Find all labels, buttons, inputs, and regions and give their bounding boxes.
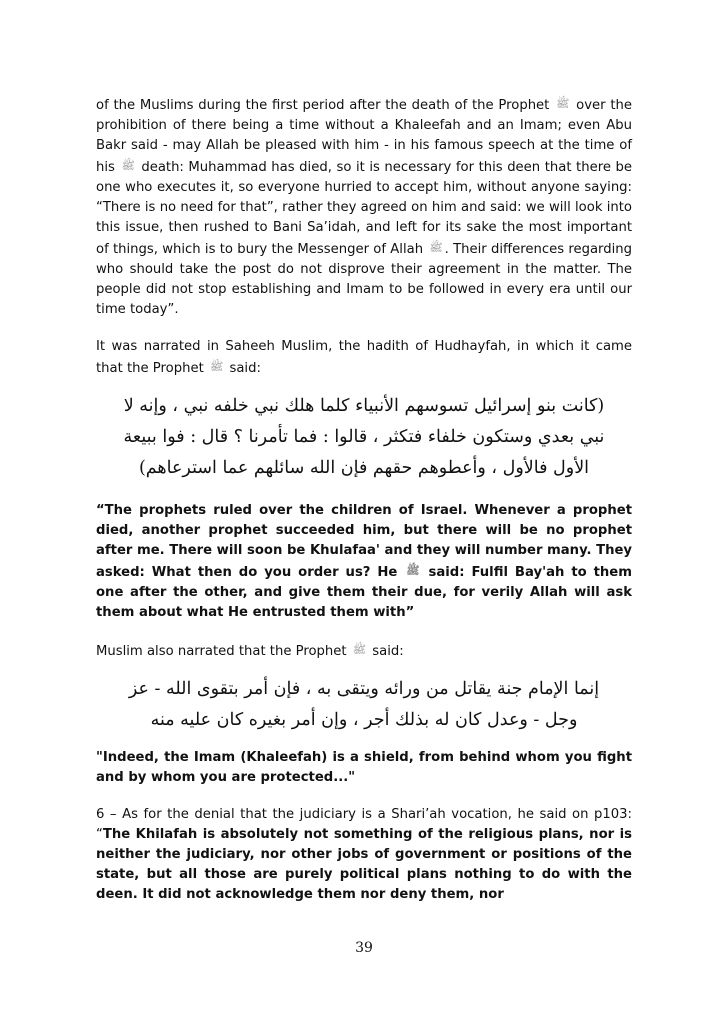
text-segment: said: <box>372 644 404 659</box>
text-segment: It was narrated in Saheeh Muslim, the hadith of Hudhayfah, in which it came that the Prophet <box>96 339 632 376</box>
paragraph-khilafah-consensus <box>96 94 632 320</box>
arabic-line: (كانت بنو إسرائيل تسوسهم الأنبياء كلما هلك نبي خلفه نبي ، وإنه لا <box>123 396 605 416</box>
arabic-line: إنما الإمام جنة يقاتل من ورائه ويتقى به ، فإن أمر بتقوى الله - عز <box>128 679 600 699</box>
text-segment: said: Fulfil Bay'ah to them one after the other, and give them their due, for verily Allah will ask them about what He entrusted them with” <box>96 565 632 620</box>
text-segment: “The prophets ruled over the children of Israel. Whenever a prophet died, another prophet succeeded him, but there will be no prophet after me. There will soon be Khulafaa' and they will number many. They asked: What then do you order us? He <box>96 503 632 580</box>
translation-hadith-imam-shield: "Indeed, the Imam (Khaleefah) is a shield, from behind whom you fight and by whom you are protected..." <box>96 750 632 785</box>
text-segment: . Their differences regarding who should take the post do not disprove their agreement in the matter. The people did not stop establishing and Imam to be followed in every era until our time today”. <box>96 242 632 317</box>
paragraph-muslim-intro <box>96 640 632 662</box>
salawat-icon: ﷺ <box>352 643 367 656</box>
text-segment: over the prohibition of there being a time without a Khaleefah and an Imam; even Abu Bakr said - may Allah be pleased with him - in his famous speech at the time of his <box>96 98 632 175</box>
paragraph-hudhayfah-intro <box>96 337 632 379</box>
translation-hadith-prophets <box>96 501 632 623</box>
salawat-icon: ﷺ <box>406 564 420 577</box>
text-segment: death: Muhammad has died, so it is necessary for this deen that there be one who executes it, so everyone hurried to accept him, without anyone saying: “There is no need for that”, rather they agreed on him and said: we will look into this issue, then rushed to Bani Sa’idah, and left for its sake the most important of things, which is to bury the Messenger of Allah <box>96 160 632 257</box>
arabic-hadith-imam-shield <box>96 674 632 736</box>
document-body <box>96 94 632 905</box>
salawat-icon: ﷺ <box>429 241 443 254</box>
text-segment: Muslim also narrated that the Prophet <box>96 644 347 659</box>
salawat-icon: ﷺ <box>209 360 224 373</box>
salawat-icon: ﷺ <box>556 97 570 110</box>
arabic-line: وجل - وعدل كان له بذلك أجر ، وإن أمر بغيره كان عليه منه <box>150 710 578 730</box>
arabic-line: الأول فالأول ، وأعطوهم حقهم فإن الله سائلهم عما استرعاهم) <box>138 458 590 478</box>
page-number: 39 <box>355 940 373 956</box>
text-segment: of the Muslims during the first period after the death of the Prophet <box>96 98 550 113</box>
paragraph-judiciary-denial <box>96 805 632 905</box>
arabic-line: نبي بعدي وستكون خلفاء فتكثر ، قالوا : فما تأمرنا ؟ قال : فوا ببيعة <box>123 427 605 447</box>
salawat-icon: ﷺ <box>121 159 135 172</box>
quoted-claim: The Khilafah is absolutely not something of the religious plans, nor is neither the judiciary, nor other jobs of government or positions of the state, but all those are purely political plans nothing to do with the deen. It did not acknowledge them nor deny them, nor <box>96 827 632 902</box>
text-segment: said: <box>229 361 261 376</box>
arabic-hadith-prophets <box>96 391 632 484</box>
text-segment: 6 – As for the denial that the judiciary is a Shari’ah vocation, he said on p103: “ <box>96 807 632 842</box>
